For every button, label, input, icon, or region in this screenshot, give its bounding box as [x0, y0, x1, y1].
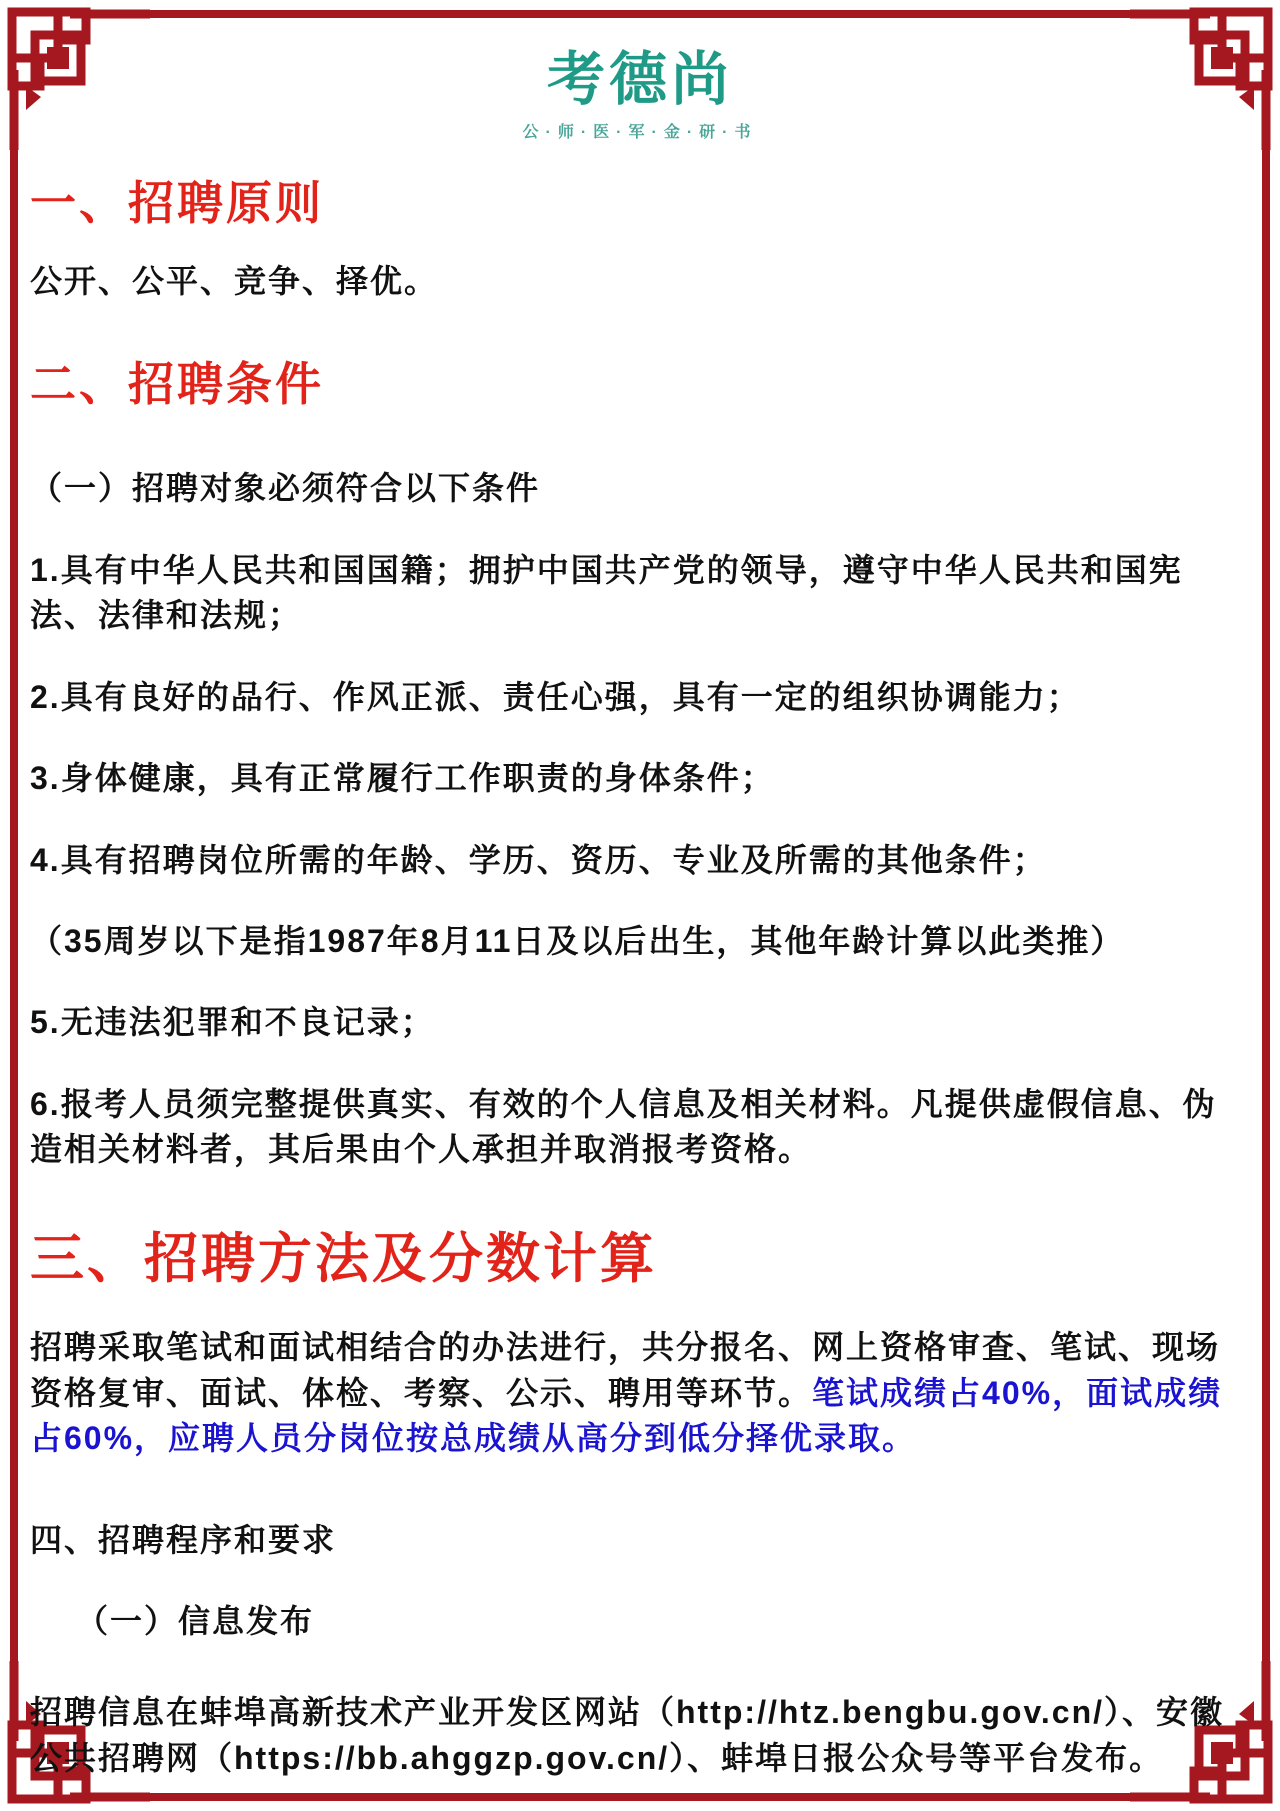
score-weight-highlight: 笔试成绩占40%，面试成绩占60%，应聘人员分岗位按总成绩从高分到低分择优录取。: [30, 1374, 1223, 1457]
condition-item-3: 3.身体健康，具有正常履行工作职责的身体条件；: [30, 760, 775, 797]
info-release-subheading: （一）信息发布: [76, 1602, 315, 1639]
brand-logo-subtitle: 公·师·医·军·金·研·书: [522, 123, 758, 141]
section2-subheading: （一）招聘对象必须符合以下条件: [30, 470, 541, 507]
brand-logo-title: 考德尚: [546, 47, 733, 112]
section1-heading: 一、招聘原则: [30, 176, 324, 229]
condition-item-4: 4.具有招聘岗位所需的年龄、学历、资历、专业及所需的其他条件；: [30, 841, 1047, 878]
condition-item-4-note: （35周岁以下是指1987年8月11日及以后出生，其他年龄计算以此类推）: [30, 922, 1125, 959]
recruitment-principles-text: 公开、公平、竞争、择优。: [30, 263, 439, 300]
section2-heading: 二、招聘条件: [30, 357, 324, 410]
condition-item-6: 6.报考人员须完整提供真实、有效的个人信息及相关材料。凡提供虚假信息、伪造相关材料者，其后果由个人承担并取消报考资格。: [30, 1085, 1217, 1168]
method-text: 招聘采取笔试和面试相结合的办法进行，共分报名、网上资格审查、笔试、现场资格复审、面试、体检、考察、公示、聘用等环节。: [30, 1329, 1221, 1411]
condition-item-2: 2.具有良好的品行、作风正派、责任心强，具有一定的组织协调能力；: [30, 678, 1081, 715]
condition-item-1: 1.具有中华人民共和国国籍；拥护中国共产党的领导，遵守中华人民共和国宪法、法律和法规；: [30, 551, 1183, 634]
section3-heading: 三、招聘方法及分数计算: [30, 1228, 657, 1289]
frame-edge-bottom: [118, 1793, 1162, 1801]
method-paragraph: [30, 1325, 1250, 1461]
brand-logo: [30, 0, 1250, 142]
info-release-paragraph: 招聘信息在蚌埠高新技术产业开发区网站（http://htz.bengbu.gov.cn/）、安徽公共招聘网（https://bb.ahggzp.gov.cn/）、蚌埠日报公众号等平台发布。: [30, 1694, 1225, 1776]
section4-subheading: 四、招聘程序和要求: [30, 1521, 337, 1558]
condition-item-5: 5.无违法犯罪和不良记录；: [30, 1004, 435, 1041]
